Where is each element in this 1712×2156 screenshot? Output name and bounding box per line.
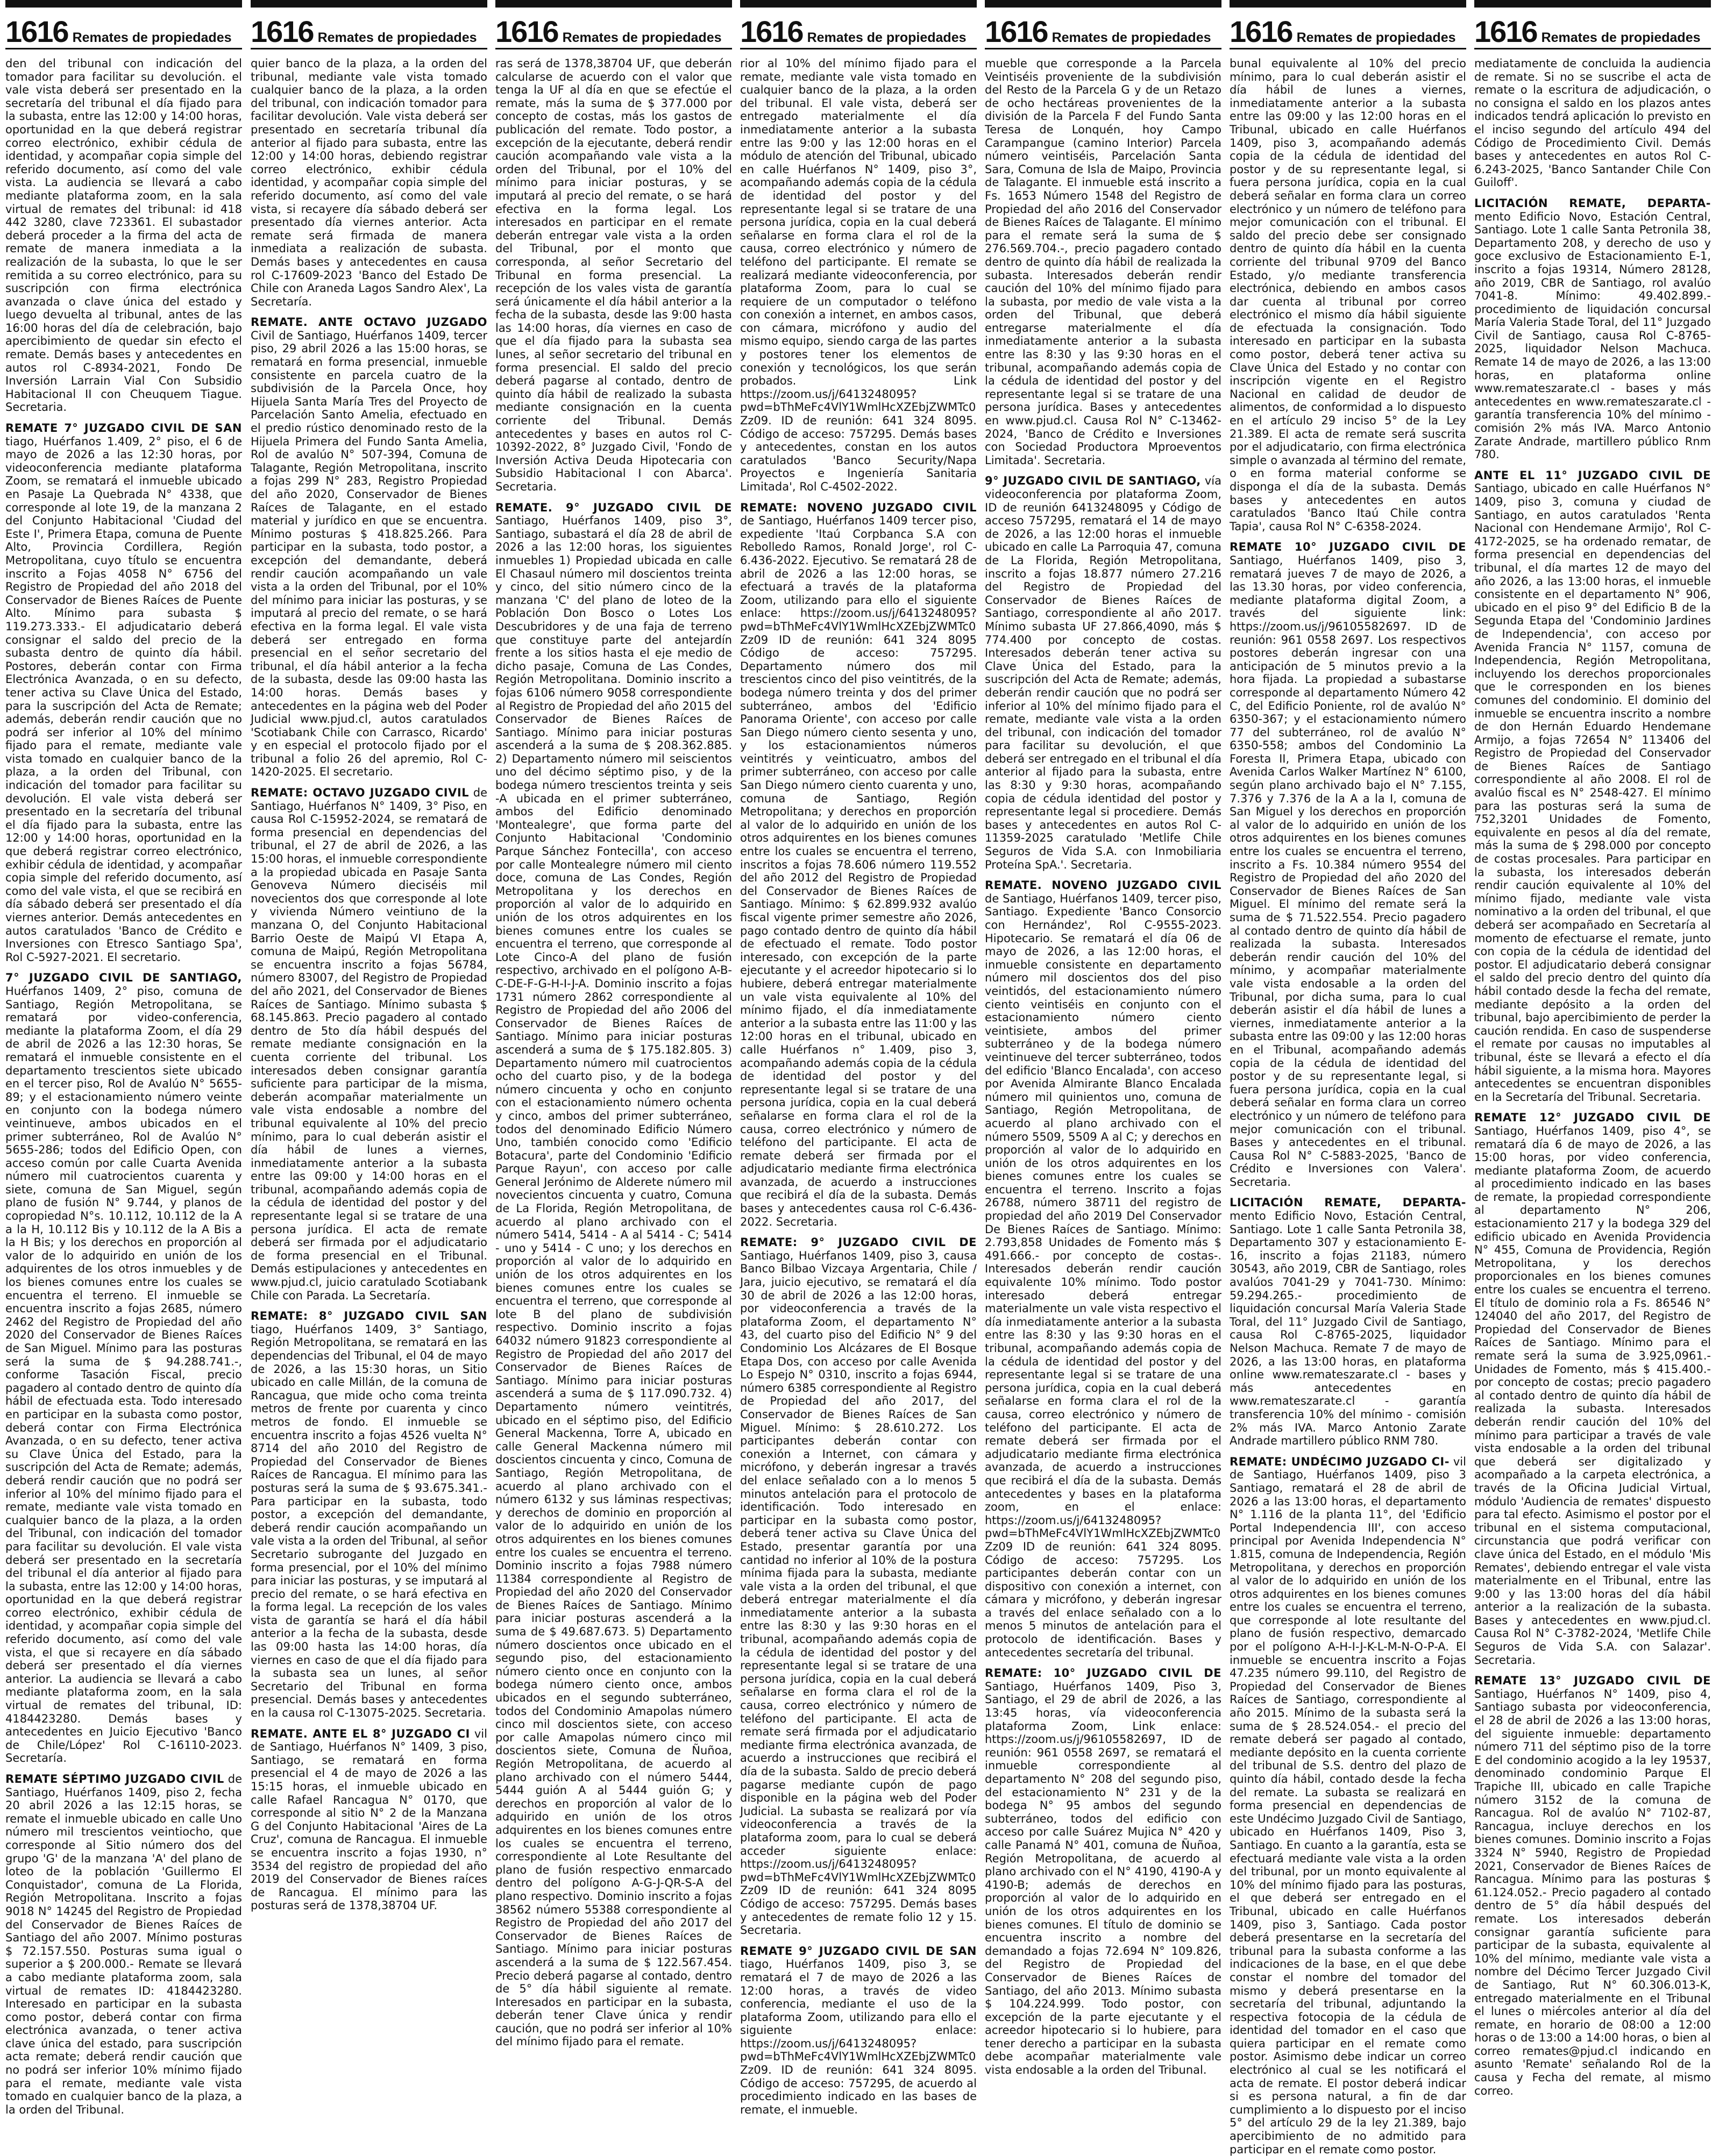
notice-body: de Santiago, Huérfanos 1409, tercer piso, Santiago. Expediente 'Banco Consorcio con Hernández', Rol C-9555-2023. Hipotecario. Se rematará el día 06 de mayo de 2026, a las 12:00 horas, el inmueble consistente en departamento número mil doscientos dos del piso veintidós, del estacionamiento número ciento veintiséis en conjunto con el estacionamiento número ciento veintisiete, ambos del primer subterráneo y de la bodega número veintinueve del tercer subterráneo, todos del edificio 'Blanco Encalada', con acceso por Avenida Almirante Blanco Encalada número mil quinientos uno, comuna de Santiago, Región Metropolitana, de acuerdo al plano archivado con el número 5509, 5509 A al C; y derechos en proporción al valor de lo adquirido en unión de los otros adquirentes en los bienes comunes entre los cuales se encuentra el terreno. Inscrito a fojas 26788, número 38711 del registro de propiedad del año 2019 Del Conservador De Bienes Raíces de Santiago. Mínimo: 2.793,858 Unidades de Fomento más $ 491.666.- por concepto de costas-. Interesados deberán rendir caución equivalente 10% mínimo. Todo postor interesado deberá entregar materialmente un vale vista respectivo el día inmediatamente anterior a la subasta entre las 8:30 y las 9:30 horas en el tribunal, acompañando además copia de la cédula de identidad del postor y del representante legal si se tratare de una persona jurídica, copia en la cual deberá señalarse en forma clara el rol de la causa, correo electrónico y número de teléfono del participante. El acta de remate deberá ser firmada por el adjudicatario mediante firma electrónica avanzada, de acuerdo a instrucciones que recibirá el día de la subasta. Demás antecedentes y bases en la plataforma zoom, en el enlace: https://zoom.us/j/6413248095?pwd=bThMeFc4VlY1WmlHcXZEbjZWMTc0Zz09 ID de reunión: 641 324 8095. Código de acceso: 757295. Los participantes deberán contar con un dispositivo con conexión a internet, con cámara y micrófono, y deberán ingresar a través del enlace señalado con a lo menos 5 minutos de antelación para el protocolo de identificación. Bases y antecedentes secretaría del tribunal. [985, 892, 1221, 1659]
notice-body: Civil de Santiago, Huérfanos 1409, tercer piso, 29 abril 2026 a las 15:00 horas, se rematará en forma presencial, inmueble consistente en parcela cuatro de la subdivisión de la Parcela Once, hoy Hijuela Santa María Tres del Proyecto de Parcelación Santo Amelia, efectuado en el predio rústico denominado resto de la Hijuela Primera del Fundo Santa Amelia, Rol de avalúo N° 507-394, Comuna de Talagante, Región Metropolitana, inscrito a fojas 299 N° 283, Registro Propiedad del año 2020, Conservador de Bienes Raíces de Talagante, en el estado material y jurídico en que se encuentra. Mínimo posturas $ 418.825.266. Para participar en la subasta, todo postor, a excepción del demandante, deberá rendir caución acompañando un vale vista a la orden del Tribunal, por el 10% del mínimo para iniciar las posturas, y se imputará al precio del remate, o se hará efectiva en la forma legal. El vale vista deberá ser entregado en forma presencial en el señor secretario del tribunal, el día hábil anterior a la fecha de la subasta, desde las 09:00 hasta las 14:00 horas. Demás bases y antecedentes en la página web del Poder Judicial www.pjud.cl, autos caratulados 'Scotiabank Chile con Carrasco, Ricardo' y en especial el protocolo fijado por el tribunal a folio 26 del apremio, Rol C-1420-2025. El secretario. [251, 329, 487, 779]
notice-body: rior al 10% del mínimo fijado para el remate, mediante vale vista tomado en cualquier banco de la plaza, a la orden del tribunal. El vale vista, deberá ser entregado materialmente el día inmediatamente anterior a la subasta entre las 9:00 y las 12:00 horas en el módulo de atención del Tribunal, ubicado en calle Huérfanos N° 1409, piso 3°, acompañando además copia de la cédula de identidad del postor y del representante legal si se tratare de una persona jurídica, copia en la cual deberá señalarse en forma clara el rol de la causa, correo electrónico y número de teléfono del participante. El remate se realizará mediante videoconferencia, por plataforma Zoom, para lo cual se requiere de un computador o teléfono con conexión a internet, en ambos casos, con cámara, micrófono y audio del mismo equipo, siendo carga de las partes y postores tener los elementos de conexión y tecnológicos, los que serán probados. Link https://zoom.us/j/6413248095?pwd=bThMeFc4VlY1WmlHcXZEbjZWMTc0Zz09. ID de reunión: 641 324 8095. Código de acceso: 757295. Demás bases y antecedentes, constan en los autos caratulados 'Banco Security/Napa Proyectos e Ingeniería Sanitaria Limitada', Rol C-4502-2022. [740, 57, 977, 493]
notice-body: Santiago, Huérfanos 1409, piso 4°, se rematará día 6 de mayo de 2026, a las 15:00 horas, por video conferencia, mediante plataforma Zoom, de acuerdo al procedimiento indicado en las bases de remate, la propiedad correspondiente al departamento N° 206, estacionamiento 217 y la bodega 329 del edificio ubicado en Avenida Providencia N° 455, Comuna de Providencia, Región Metropolitana, y los derechos proporcionales en los bienes comunes entre los cuales se encuentra el terreno. El título de dominio rola a Fs. 86546 N° 124040 del año 2017, del Registro de Propiedad del Conservador de Bienes Raíces de Santiago. Mínimo para el remate será la suma de 3.925,0961.- Unidades de Fomento, más $ 415.400.- por concepto de costas; precio pagadero al contado dentro de quinto día hábil de realizada la subasta. Interesados deberán rendir caución del 10% del mínimo para participar a través de vale vista endosable a la orden del tribunal que deberá ser digitalizado y acompañado a la carpeta electrónica, a través de la Oficina Judicial Virtual, módulo 'Audiencia de remates' dispuesto para tal efecto. Asimismo el postor por el tribunal en el sistema computacional, circunstancia que podrá verificar con clave única del Estado, en el módulo 'Mis Remates', debiendo entregar el vale vista materialmente en el Tribunal, entre las 9:00 y las 13:00 horas del día hábil anterior a la realización de la subasta. Bases y antecedentes en www.pjud.cl. Causa Rol N° C-3782-2024, 'Metlife Chile Seguros de Vida S.A. con Salazar'. Secretaria. [1474, 1124, 1711, 1667]
section-number: 1616 [740, 15, 803, 48]
section-header [740, 0, 977, 49]
notice-body: ras será de 1378,38704 UF, que deberán calcularse de acuerdo con el valor que tenga la UF al día en que se efectúe el remate, más la suma de $ 377.000 por concepto de costas, más los gastos de publicación del remate. Todo postor, a excepción de la ejecutante, deberá rendir caución acompañando vale vista a la orden del Tribunal, por el 10% del mínimo para iniciar posturas, y se imputará al precio del remate, o se hará efectiva en la forma legal. Los interesados en participar en el remate deberán entregar vale vista a la orden del Tribunal, por el monto que corresponda, al señor Secretario del Tribunal en forma presencial. La recepción de los vales vista de garantía será únicamente el día hábil anterior a la fecha de la subasta, desde las 9:00 hasta las 14:00 horas, día viernes en caso de que el día fijado para la subasta sea lunes, al señor secretario del tribunal en forma presencial. El saldo del precio deberá pagarse al contado, dentro de quinto día hábil de realizado la subasta mediante consignación en la cuenta corriente del Tribunal. Demás antecedentes y bases en autos rol C-10392-2022, 8° Juzgado Civil, 'Fondo de Inversión Activa Deuda Hipotecaria con Subsidio Habitacional I con Abarca'. Secretaria. [495, 57, 732, 493]
notice-paragraph [5, 422, 242, 964]
notice-paragraph [985, 57, 1221, 467]
notice-paragraph [740, 1945, 977, 2117]
auction-notice [5, 422, 242, 964]
notice-body: Santiago, ubicado en calle Huérfanos N° 1409, piso 3, comuna y ciudad de Santiago, en autos caratulados 'Renta Nacional con Hendemane Armijo', Rol C-4172-2025, se ha ordenado rematar, de forma presencial en dependencias del tribunal, el día martes 12 de mayo del año 2026, a las 13:00 horas, el inmueble consistente en el departamento N° 906, ubicado en el piso 9° del Edificio B de la Segunda Etapa del 'Condominio Jardines de Independencia', con acceso por Avenida Francia N° 1157, comuna de Independencia, Región Metropolitana, incluyendo los derechos proporcionales que le corresponden en los bienes comunes del condominio. El dominio del inmueble se encuentra inscrito a nombre de don Hernán Eduardo Hendemane Armijo, a fojas 72654 N° 113406 del Registro de Propiedad del Conservador de Bienes Raíces de Santiago correspondiente al año 2008. El rol de avalúo fiscal es N° 2548-427. El mínimo para las posturas será la suma de 752,3201 Unidades de Fomento, equivalente en pesos al día del remate, más la suma de $ 298.000 por concepto de costas procesales. Para participar en la subasta, los interesados deberán rendir caución equivalente al 10% del mínimo fijado, mediante vale vista nominativo a la orden del tribunal, el que deberá ser acompañado en Secretaría al momento de efectuarse el remate, junto con copia de la cédula de identidad del postor. El adjudicatario deberá consignar el saldo del precio dentro del quinto día hábil contado desde la fecha del remate, mediante depósito a la orden del tribunal, bajo apercibimiento de perder la caución rendida. En caso de suspenderse el remate por causas no imputables al tribunal, éste se llevará a efecto el día hábil siguiente, a la misma hora. Mayores antecedentes se encuentran disponibles en la Secretaría del Tribunal. Secretaria. [1474, 482, 1711, 1104]
auction-notice [251, 316, 487, 779]
notice-paragraph [985, 1667, 1221, 2076]
notice-lead: REMATE: UNDÉCIMO JUZGADO CI- [1230, 1455, 1450, 1468]
auction-notice [1474, 1111, 1711, 1667]
notice-paragraph [1474, 57, 1711, 189]
auction-notice [495, 501, 732, 2048]
auction-notice [740, 501, 977, 1229]
section-header [251, 0, 487, 49]
column-body [740, 49, 977, 2116]
notice-paragraph [1474, 1111, 1711, 1667]
section-header [1230, 0, 1466, 49]
auction-notice [740, 1945, 977, 2117]
notice-body: de Santiago, Huérfanos 1409, piso 2, fecha 20 abril 2026 a las 12:15 horas, se remate el inmueble ubicado en calle Uno número mil trescientos veintiocho, que corresponde al Sitio número dos del grupo 'G' de la manzana 'A' del plano de loteo de la población 'Guillermo El Conquistador', comuna de La Florida, Región Metropolitana. Inscrito a fojas 9018 N° 14245 del Registro de Propiedad del Conservador de Bienes Raíces de Santiago del año 2007. Mínimo posturas $ 72.157.550. Posturas suma igual o superior a $ 200.000.- Remate se llevará a cabo mediante plataforma zoom, sala virtual de remates ID: 4184423280. Interesado en participar en la subasta como postor, deberá contar con firma electrónica avanzada, o tener activa clave única del estado, para suscripción acta remate; deberá rendir caución que no podrá ser inferior 10% mínimo fijado para el remate, mediante vale vista tomado en cualquier banco de la plaza, a la orden del Tribunal. [5, 1773, 242, 2116]
notice-lead: REMATE 12° JUZGADO CIVIL DE [1474, 1111, 1711, 1125]
notice-body: Santiago, Huérfanos 1409, piso 3, causa Banco Bilbao Vizcaya Argentaria, Chile / Jara, juicio ejecutivo, se rematará el día 30 de abril de 2026 a las 12:00 horas, por videoconferencia a través de la plataforma Zoom, el departamento N° 43, del cuarto piso del Edificio N° 9 del Condominio Los Alcázares de El Bosque Etapa Dos, con acceso por calle Avenida Lo Espejo N° 0310, inscrito a fojas 6944, número 6385 correspondiente al Registro de Propiedad del año 2017, del Conservador de Bienes Raíces de San Miguel. Mínimo: $ 28.610.272. Los participantes deberán contar con conexión a Internet, con cámara y micrófono, y deberán ingresar a través del enlace señalado con a lo menos 5 minutos antelación para el protocolo de identificación. Todo interesado en participar en la subasta como postor, deberá tener activa su Clave Única del Estado, presentar garantía por una cantidad no inferior al 10% de la postura mínima fijada para la subasta, mediante vale vista a la orden del tribunal, el que deberá entregar materialmente el día inmediatamente anterior a la subasta entre las 8:30 y las 9:30 horas en el tribunal, acompañando además copia de la cédula de identidad del postor y del representante legal si se tratare de una persona jurídica, copia en la cual deberá señalarse en forma clara el rol de la causa, correo electrónico y número de teléfono del participante. El acta de remate será firmada por el adjudicatario mediante firma electrónica avanzada, de acuerdo a instrucciones que recibirá el día de la subasta. Saldo de precio deberá pagarse mediante cupón de pago disponible en la página web del Poder Judicial. La subasta se realizará por vía videoconferencia a través de la plataforma zoom, para lo cual se deberá acceder siguiente enlace: https://zoom.us/j/6413248095?pwd=bThMeFc4VlY1WmlHcXZEbjZWMTc0Zz09 ID de reunión: 641 324 8095 Código de acceso: 757295. Demás bases y antecedentes de remate folio 12 y 15. Secretaria. [740, 1249, 977, 1937]
notice-lead: REMATE 13° JUZGADO CIVIL DE [1474, 1674, 1711, 1688]
auction-notice [1474, 197, 1711, 461]
auction-notice [1474, 469, 1711, 1104]
column-body [1230, 49, 1466, 2156]
notice-paragraph [1230, 1196, 1466, 1447]
section-title: Remates de propiedades [1052, 30, 1211, 45]
notice-paragraph [740, 57, 977, 494]
section-title: Remates de propiedades [1541, 30, 1701, 45]
notice-lead: REMATE: 9° JUZGADO CIVIL DE [740, 1236, 977, 1249]
notice-paragraph [251, 1727, 487, 1912]
column-body [1474, 49, 1711, 2097]
notice-paragraph [985, 879, 1221, 1659]
notice-lead: ANTE EL 11° JUZGADO CIVIL DE [1474, 468, 1711, 482]
notice-lead: REMATE: OCTAVO JUZGADO CIVIL [251, 786, 470, 800]
notice-body: de Santiago, Huérfanos 1409 tercer piso, expediente 'Itaú Corpbanca S.A con Rebolledo Ramos, Ronald Jorge', rol C-6.436-2022. Ejecutivo. Se rematará 28 de abril de 2026 a las 12:00 horas, se efectuará a través de la plataforma Zoom, utilizando para ello el siguiente enlace: https://zoom.us/j/6413248095?pwd=bThMeFc4VlY1WmlHcXZEbjZWMTc0Zz09 ID de reunión: 641 324 8095 Código de acceso: 757295. Departamento número dos mil trescientos cinco del piso veintitrés, de la bodega número treinta y dos del primer subterráneo, ambos del 'Edificio Panorama Oriente', con acceso por calle San Diego número ciento sesenta y uno, y los estacionamientos números veintitrés y veinticuatro, ambos del primer subterráneo, con acceso por calle San Diego número ciento cuarenta y uno, comuna de Santiago, Región Metropolitana; y derechos en proporción al valor de lo adquirido en unión de los otros adquirentes en los bienes comunes entre los cuales se encuentra el terreno, inscritos a fojas 78.606 número 119.552 del año 2012 del Registro de Propiedad del Conservador de Bienes Raíces de Santiago. Mínimo: $ 62.899.932 avalúo fiscal vigente primer semestre año 2026, pago contado dentro de quinto día hábil de efectuado el remate. Todo postor interesado, con excepción de la parte ejecutante y el acreedor hipotecario si lo hubiere, deberá entregar materialmente un vale vista equivalente al 10% del mínimo fijado, el día inmediatamente anterior a la subasta entre las 11:00 y las 12:00 horas en el tribunal, ubicado en calle Huérfanos n° 1.409, piso 3, acompañando además copia de la cédula de identidad del postor y del representante legal si se tratare de una persona jurídica, copia en la cual deberá señalarse en forma clara el rol de la causa, correo electrónico y número de teléfono del participante. El acta de remate deberá ser firmada por el adjudicatario mediante firma electrónica avanzada, de acuerdo a instrucciones que recibirá el día de la subasta. Demás bases y antecedentes causa rol C-6.436-2022. Secretaria. [740, 514, 977, 1228]
notice-body: vil de Santiago, Huérfanos N° 1409, 3 piso, Santiago, se rematará en forma presencial el 4 de mayo de 2026 a las 15:15 horas, el inmueble ubicado en calle Rafael Rancagua N° 0170, que corresponde al sitio N° 2 de la Manzana G del Conjunto Habitacional 'Aires de La Cruz', comuna de Rancagua. El inmueble se encuentra inscrito a fojas 1930, n° 3534 del registro de propiedad del año 2019 del Conservador de Bienes raíces de Rancagua. El mínimo para las posturas será de 1378,38704 UF. [251, 1727, 487, 1912]
auction-notice [1230, 1455, 1466, 2156]
notice-paragraph [740, 501, 977, 1229]
notice-body: bunal equivalente al 10% del precio mínimo, para lo cual deberán asistir el día hábil de lunes a viernes, inmediatamente anterior a la subasta entre las 09:00 y las 12:00 horas en el Tribunal, ubicado en calle Huérfanos 1409, piso 3, acompañando además copia de la cédula de identidad del postor y de su representante legal, si fuera persona jurídica, copia en la cual deberá señalar en forma clara un correo electrónico y un número de teléfono para mejor comunicación con el tribunal. El saldo del precio debe ser consignado dentro de quinto día hábil en la cuenta corriente del tribunal 9709 del Banco Estado, y/o mediante transferencia electrónica, debiendo en ambos casos dar cuenta al tribunal por correo electrónico el mismo día hábil siguiente de efectuada la consignación. Todo interesado en participar en la subasta como postor, deberá tener activa su Clave Única del Estado y no contar con inscripción vigente en el Registro Nacional en calidad de deudor de alimentos, de conformidad a lo dispuesto en el artículo 29 inciso 5° de la Ley 21.389. El acta de remate será suscrita por el adjudicatario, con firma electrónica simple o avanzada al término del remate, o en forma material conforme se disponga el día de la subasta. Demás bases y antecedentes en autos caratulados 'Banco Itaú Chile contra Tapia', causa Rol N° C-6358-2024. [1230, 57, 1466, 533]
notice-paragraph [495, 57, 732, 494]
notice-body: mediatamente de concluida la audiencia de remate. Si no se suscribe el acta de remate o la escritura de adjudicación, o no consigna el saldo en los plazos antes indicados tendrá aplicación lo previsto en el inciso segundo del artículo 494 del Código de Procedimiento Civil. Demás bases y antecedentes en autos Rol C-6.243-2025, 'Banco Santander Chile Con Guiloff'. [1474, 57, 1711, 189]
section-header [1474, 0, 1711, 49]
notice-paragraph [495, 501, 732, 2048]
auction-notice [985, 879, 1221, 1659]
auction-notice [1474, 57, 1711, 189]
column-body [5, 49, 242, 2116]
column-2 [251, 0, 487, 1912]
column-1 [5, 0, 242, 2116]
notice-lead: REMATE: 10° JUZGADO CIVIL DE [985, 1667, 1221, 1680]
section-number: 1616 [495, 15, 558, 48]
section-number: 1616 [1474, 15, 1537, 48]
notice-body: Santiago, Huérfanos 1409, piso 3°, Santiago, subastará el día 28 de abril de 2026 a las 12:00 horas, los siguientes inmuebles 1) Propiedad ubicada en calle El Chasaul número mil doscientos treinta y cinco, del sitio número cinco de la manzana 'C' del plano de loteo de la Población Don Bosco o Lotes Los Descubridores y de una faja de terreno que constituye parte del antejardín frente a los sitios hasta el eje medio de dicho pasaje, Comuna de Las Condes, Región Metropolitana. Dominio inscrito a fojas 6106 número 9058 correspondiente al Registro de Propiedad del año 2015 del Conservador de Bienes Raíces de Santiago. Mínimo para iniciar posturas ascenderá a la suma de $ 208.362.885. 2) Departamento número mil seiscientos uno del décimo séptimo piso, y de la bodega número trescientos treinta y seis -A ubicada en el primer subterráneo, ambos del Edificio denominado 'Montealegre', que forma parte del Conjunto Habitacional 'Condominio Parque Sánchez Fontecilla', con acceso por calle Montealegre número mil ciento doce, comuna de Las Condes, Región Metropolitana y los derechos en proporción al valor de lo adquirido en unión de los otros adquirentes en los bienes comunes entre los cuales se encuentra el terreno, que corresponde al Lote Cinco-A del plano de fusión respectivo, archivado en el polígono A-B-C-DE-F-G-H-I-J-A. Dominio inscrito a fojas 1731 número 2862 correspondiente al Registro de Propiedad del año 2006 del Conservador de Bienes Raíces de Santiago. Mínimo para iniciar posturas ascenderá a suma de $ 175.182.805. 3) Departamento número mil cuatrocientos ocho del cuarto piso, y de la bodega número cincuenta y ocho en conjunto con el estacionamiento número ochenta y cinco, ambos del primer subterráneo, todos del denominado Edificio Número Uno, también conocido como 'Edificio Botacura', parte del Condominio 'Edificio Parque Rayun', con acceso por calle General Jerónimo de Alderete número mil novecientos cincuenta y cuatro, Comuna de La Florida, Región Metropolitana, de acuerdo al plano archivado con el número 5414, 5414 - A al 5414 - C; 5414 - uno y 5414 - C uno; y los derechos en proporción al valor de lo adquirido en unión de los otros adquirentes en los bienes comunes entre los cuales se encuentra el terreno, que corresponde al lote B del plano de subdivisión respectivo. Dominio inscrito a fojas 64032 número 91823 correspondiente al Registro de Propiedad del año 2017 del Conservador de Bienes Raíces de Santiago. Mínimo para iniciar posturas ascenderá a suma de $ 117.090.732. 4) Departamento número veintitrés, ubicado en el séptimo piso, del Edificio General Mackenna, Torre A, ubicado en calle General Mackenna número mil doscientos cincuenta y cinco, Comuna de Santiago, Región Metropolitana, de acuerdo al plano archivado con el número 6132 y sus láminas respectivas; y derechos de dominio en proporción al valor de lo adquirido en unión de los otros adquirentes en los bienes comunes entre los cuales se encuentra el terreno. Dominio inscrito a fojas 7988 número 11384 correspondiente al Registro de Propiedad del año 2020 del Conservador de Bienes Raíces de Santiago. Mínimo para iniciar posturas ascenderá a la suma de $ 49.687.673. 5) Departamento número doscientos once ubicado en el segundo piso, del estacionamiento número ciento once en conjunto con la bodega número ciento once, ambos ubicados en el segundo subterráneo, todos del Condominio Amapolas número cinco mil doscientos siete, con acceso por calle Amapolas número cinco mil doscientos siete, Comuna de Ñuñoa, Región Metropolitana, de acuerdo al plano archivado con el número 5444, 5444 guión A al 5444 guión G; y derechos en proporción al valor de lo adquirido en unión de los otros adquirentes en los bienes comunes entre los cuales se encuentra el terreno, correspondiente al Lote Resultante del plano de fusión respectivo enmarcado dentro del polígono A-G-J-QR-S-A del plano respectivo. Dominio inscrito a fojas 38562 número 55388 correspondiente al Registro de Propiedad del año 2017 del Conservador de Bienes Raíces de Santiago. Mínimo para iniciar posturas ascenderá a la suma de $ 122.567.454. Precio deberá pagarse al contado, dentro de 5° día hábil siguiente al remate. Interesados en participar en la subasta, deberán tener Clave única y rendir caución, que no podrá ser inferior al 10% del mínimo fijado para el remate. [495, 514, 732, 2048]
notice-lead: LICITACIÓN REMATE, DEPARTA- [1474, 196, 1711, 210]
auction-notice [740, 1236, 977, 1937]
notice-paragraph [5, 1773, 242, 2116]
section-number: 1616 [1230, 15, 1292, 48]
notice-lead: REMATE: NOVENO JUZGADO CIVIL [740, 501, 977, 514]
section-header [495, 0, 732, 49]
notice-body: Huérfanos 1409, 2° piso, comuna de Santiago, Región Metropolitana, se rematará por video-conferencia, mediante la plataforma Zoom, el día 29 de abril de 2026 a las 12:30 horas, Se rematará el inmueble consistente en el departamento trescientos siete ubicado en el tercer piso, Rol de Avalúo N° 5655-89; y el estacionamiento número veinte en conjunto con la bodega número veintinueve, ambos ubicados en el primer subterráneo, Rol de Avalúo N° 5655-286; todos del Edificio Open, con acceso común por calle Cuarta Avenida número mil cuatrocientos cuarenta y siete, comuna de San Miguel, según plano de fusión N° 9.744, y planos de copropiedad N°s. 10.112, 10.112 de la A a la H, 10.112 Bis y 10.112 de la A Bis a la H Bis; y los derechos en proporción al valor de lo adquirido en unión de los adquirentes de los otros inmuebles y de los bienes comunes entre los cuales se encuentra el terreno. El inmueble se encuentra inscrito a fojas 2685, número 2462 del Registro de Propiedad del año 2020 del Conservador de Bienes Raíces de San Miguel. Mínimo para las posturas será la suma de $ 94.288.741.-, conforme Tasación Fiscal, precio pagadero al contado dentro de quinto día hábil de efectuada esta. Todo interesado en participar en la subasta como postor, deberá contar con Firma Electrónica Avanzada, o en su defecto, tener activa su Clave Única del Estado, para la suscripción del Acta de Remate; además, deberá rendir caución que no podrá ser inferior al 10% del mínimo fijado para el remate, mediante vale vista tomado en cualquier banco de la plaza, a la orden del Tribunal, con indicación del tomador para facilitar su devolución. El vale vista deberá ser presentado en la secretaría del tribunal el día anterior al fijado para la subasta, entre las 12:00 y 14:00 horas, oportunidad en la que deberá registrar correo electrónico, exhibir cédula de identidad, y acompañar copia simple del referido documento, así como del vale vista, el que si recayere en día sábado deberá ser presentado el día viernes anterior. La audiencia se llevará a cabo mediante plataforma zoom, en la sala virtual de remates del tribunal, ID: 4184423280. Demás bases y antecedentes en Juicio Ejecutivo 'Banco de Chile/López' Rol C-16110-2023. Secretaría. [5, 984, 242, 1765]
notice-paragraph [1474, 469, 1711, 1104]
notice-lead: 9° JUZGADO CIVIL DE SANTIAGO, [985, 474, 1201, 488]
notice-body: tiago, Huérfanos 1409, piso 3, se rematará el 7 de mayo de 2026 a las 12:00 horas, a través de video conferencia, mediante el uso de la plataforma Zoom, utilizando para ello el siguiente enlace: https://zoom.us/j/6413248095?pwd=bThMeFc4VlY1WmlHcXZEbjZWMTc0Zz09. ID de reunión: 641 324 8095. Código de acceso: 757295, de acuerdo al procedimiento indicado en las bases de remate, el inmueble. [740, 1958, 977, 2116]
section-header [985, 0, 1221, 49]
notice-paragraph [1230, 1455, 1466, 2156]
notice-body: vía videoconferencia por plataforma Zoom, ID de reunión 6413248095 y Código de acceso 757295, rematará el 14 de mayo de 2026, a las 12:00 horas el inmueble ubicado en calle La Parroquia 47, comuna de La Florida, Región Metropolitana, inscrito a fojas 18.877 número 27.216 del Registro de Propiedad del Conservador de Bienes Raíces de Santiago, correspondiente al año 2017. Mínimo subasta UF 27.866,4090, más $ 774.400 por concepto de costas. Interesados deberán tener activa su Clave Única del Estado, para la suscripción del Acta de Remate; además, deberán rendir caución que no podrá ser inferior al 10% del mínimo fijado para el remate, mediante vale vista a la orden del tribunal, con indicación del tomador para facilitar su devolución, el que deberá ser entregado en el tribunal el día anterior al fijado para la subasta, entre las 8:30 y 9:30 horas, acompañando copia de cédula identidad del postor y representante legal si procediere. Demás bases y antecedentes en autos Rol C-11359-2025 caratulado 'Metlife Chile Seguros de Vida S.A. con Inmobiliaria Proteína SpA.'. Secretaria. [985, 474, 1221, 871]
section-title: Remates de propiedades [72, 30, 232, 45]
notice-paragraph [985, 474, 1221, 871]
notice-paragraph [5, 57, 242, 414]
column-7 [1474, 0, 1711, 2097]
notice-lead: REMATE. NOVENO JUZGADO CIVIL [985, 879, 1221, 892]
auction-notice [1230, 540, 1466, 1189]
column-body [985, 49, 1221, 2077]
notice-paragraph [5, 971, 242, 1765]
section-number: 1616 [5, 15, 68, 48]
notice-lead: REMATE SÉPTIMO JUZGADO CIVIL [5, 1773, 224, 1785]
notice-body: den del tribunal con indicación del tomador para facilitar su devolución. el vale vista deberá ser presentado en la secretaría del tribunal el día fijado para la subasta, entre las 12:00 y 14:00 horas, oportunidad en la que deberá registrar correo electrónico, exhibir cédula de identidad, y acompañar copia simple del referido documento, así como del vale vista. La audiencia se llevará a cabo mediante plataforma zoom, en la sala virtual de remates del tribunal: id 418 442 3280, clave 723361. El subastador deberá proceder a la firma del acta de remate de manera inmediata a la realización de la subasta, lo que le ser remitida a su correo electrónico, para su suscripción con firma electrónica avanzada o clave única del estado y luego devuelta al tribunal, antes de las 16:00 horas del día de celebración, bajo apercibimiento de quedar sin efecto el remate. Demás bases y antecedentes en autos rol C-8934-2021, Fondo De Inversión Larrain Vial Con Subsidio Habitacional II con Cheuquem Tiague. Secretaria. [5, 57, 242, 414]
notice-lead: REMATE. 9° JUZGADO CIVIL DE [495, 501, 732, 514]
auction-notice [251, 786, 487, 1302]
section-title: Remates de propiedades [1296, 30, 1456, 45]
notice-paragraph [251, 57, 487, 308]
notice-lead: REMATE. ANTE OCTAVO JUZGADO [251, 316, 487, 329]
notice-lead: REMATE 9° JUZGADO CIVIL DE SAN [740, 1944, 977, 1958]
notice-body: Santiago, Huérfanos 1409, piso 3, rematará jueves 7 de mayo de 2026, a las 13.30 horas, por video conferencia, mediante plataforma digital Zoom, a través del siguiente link: https://zoom.us/j/96105582697. ID de reunión: 961 0558 2697. Los respectivos postores deberán ingresar con una anticipación de 5 minutos previo a la hora fijada. La propiedad a subastarse corresponde al departamento Número 42 C, del Edificio Poniente, rol de avalúo N° 6350-367; y el estacionamiento número 77 del subterráneo, rol de avalúo N° 6350-558; ambos del Condominio La Foresta II, Primera Etapa, ubicado con Avenida Carlos Walker Martínez N° 6100, según plano archivado bajo el N° 7.155, 7.376 y 7.376 de la A a la I, comuna de San Miguel y los derechos en proporción al valor de lo adquirido en unión de los otros adquirentes en los bienes comunes entre los cuales se encuentra el terreno, inscrito a Fs. 10.384 número 9554 del Registro de Propiedad del año 2020 del Conservador de Bienes Raíces de San Miguel. El mínimo del remate será la suma de $ 71.522.554. Precio pagadero al contado dentro de quinto día hábil de realizada la subasta. Interesados deberán rendir caución del 10% del mínimo, y acompañar materialmente vale vista endosable a la orden del Tribunal, por dicha suma, para lo cual deberán asistir el día hábil de lunes a viernes, inmediatamente anterior a la subasta entre las 09:00 y las 12:00 horas en el Tribunal, acompañando además copia de la cédula de identidad del postor y de su representante legal, si fuera persona jurídica, copia en la cual deberá señalar en forma clara un correo electrónico y un número de teléfono para mejor comunicación con el tribunal. Bases y antecedentes en el tribunal. Causa Rol N° C-5883-2025, 'Banco de Crédito e Inversiones con Valera'. Secretaria. [1230, 553, 1466, 1189]
section-number: 1616 [251, 15, 314, 48]
notice-paragraph [1474, 197, 1711, 461]
notice-lead: REMATE 10° JUZGADO CIVIL DE [1230, 540, 1466, 554]
section-header [5, 0, 242, 49]
notice-paragraph [1230, 57, 1466, 533]
notice-lead: REMATE. ANTE EL 8° JUZGADO CI [251, 1727, 470, 1740]
auction-notice [5, 57, 242, 414]
auction-notice [251, 1310, 487, 1719]
notice-paragraph [251, 786, 487, 1302]
notice-body: quier banco de la plaza, a la orden del tribunal, mediante vale vista tomado cualquier banco de la plaza, a la orden del tribunal, con indicación tomador para facilitar devolución. Vale vista deberá ser presentado en secretaría tribunal día anterior al fijado para subasta, entre las 12:00 y 14:00 horas, debiendo registrar correo electrónico, exhibir cédula identidad, y acompañar copia simple del referido documento, así como del vale vista, si recayere día sábado deberá ser presentado día viernes anterior. Acta remate será firmada de manera inmediata a realización de subasta. Demás bases y antecedentes en causa rol C-17609-2023 'Banco del Estado De Chile con Araneda Lagos Sandro Alex', La Secretaría. [251, 57, 487, 308]
auction-notice [985, 57, 1221, 467]
section-title: Remates de propiedades [562, 30, 722, 45]
notice-body: tiago, Huérfanos 1409, 3° Santiago, Región Metropolitana, se rematará en las dependencias del Tribunal, el 04 de mayo de 2026, a las 15:30 horas, un Sitio ubicado en calle Millán, de la comuna de Rancagua, que mide ocho coma treinta metros de frente por cuarenta y cinco metros de fondo. El inmueble se encuentra inscrito a fojas 4526 vuelta N° 8714 del año 2010 del Registro de Propiedad del Conservador de Bienes Raíces de Rancagua. El mínimo para las posturas será la suma de $ 93.675.341.- Para participar en la subasta, todo postor, a excepción del demandante, deberá rendir caución acompañando un vale vista a la orden del Tribunal, al señor Secretario subrogante del Juzgado en forma presencial, por el 10% del mínimo para iniciar las posturas, y se imputará al precio del remate, o se hará efectiva en la forma legal. La recepción de los vales vista de garantía se hará el día hábil anterior a la fecha de la subasta, desde las 09:00 hasta las 14:00 horas, día viernes en caso de que el día fijado para la subasta sea un lunes, al señor Secretario del Tribunal en forma presencial. Demás bases y antecedentes en la causa rol C-13075-2025. Secretaria. [251, 1322, 487, 1720]
notice-body: Santiago, Huérfanos N° 1409, piso 4, Santiago subasta por videoconferencia, el 28 de abril de 2026 a las 13:00 horas, del siguiente inmueble: departamento número 711 del séptimo piso de la torre E del condominio acogido a la ley 19537, denominado condominio Parque El Trapiche III, ubicado en calle Trapiche número 3152 de la comuna de Rancagua. Rol de avalúo N° 7102-87, Rancagua, incluye derechos en los bienes comunes. Dominio inscrito a Fojas 3324 N° 5940, Registro de Propiedad 2021, Conservador de Bienes Raíces de Rancagua. Mínimo para las posturas $ 61.124.052.- Precio pagadero al contado dentro de 5° día hábil después del remate. Los interesados deberán consignar garantía suficiente para participar de la subasta, equivalente al 10% del mínimo, mediante vale vista a nombre del Décimo Tercer Juzgado Civil de Santiago, Rut N° 60.306.013-K, entregado materialmente en el Tribunal el lunes o miércoles anterior al día del remate, en horario de 08:00 a 12:00 horas o de 13:00 a 14:00 horas, o bien al correo remates@pjud.cl indicando en asunto 'Remate' señalando Rol de la causa y Fecha del remate, al mismo correo. [1474, 1687, 1711, 2097]
column-4 [740, 0, 977, 2116]
column-6 [1230, 0, 1466, 2156]
auction-notice [251, 1727, 487, 1912]
notice-lead: REMATE 7° JUZGADO CIVIL DE SAN [5, 422, 242, 435]
notice-body: Santiago, Huérfanos 1409, Piso 3, Santiago, el 29 de abril de 2026, a las 13:45 horas, vía videoconferencia plataforma Zoom, Link enlace: https://zoom.us/j/96105582697, ID de reunión: 961 0558 2697, se rematará el inmueble correspondiente al departamento N° 208 del segundo piso, del estacionamiento N° 231 y de la bodega N° 95 ambos del segundo subterráneo, todos del edificio con acceso por calle Suárez Mujica N° 420 y calle Panamá N° 401, comuna de Ñuñoa, Región Metropolitana, de acuerdo al plano archivado con el N° 4190, 4190-A y 4190-B; además de derechos en proporción al valor de lo adquirido en unión de los otros adquirentes en los bienes comunes. El título de dominio se encuentra inscrito a nombre del demandado a fojas 72.694 N° 109.826, del Registro de Propiedad del Conservador de Bienes Raíces de Santiago, del año 2013. Mínimo subasta $ 104.224.999. Todo postor, con excepción de la parte ejecutante y el acreedor hipotecario si lo hubiere, para tener derecho a participar en la subasta debe acompañar materialmente vale vista endosable a la orden del Tribunal. [985, 1680, 1221, 2077]
notice-paragraph [251, 1310, 487, 1719]
notice-body: tiago, Huérfanos 1.409, 2° piso, el 6 de mayo de 2026 a las 12:30 horas, por videoconferencia mediante plataforma Zoom, se rematará el inmueble ubicado en Pasaje La Quebrada N° 4338, que corresponde al lote 19, de la manzana 2 del Conjunto Habitacional 'Ciudad del Este I', Primera Etapa, comuna de Puente Alto, Provincia Cordillera, Región Metropolitana, cuyo título se encuentra inscrito a Fojas 4058 N° 6756 del Registro de Propiedad del año 2018 del Conservador de Bienes Raíces de Puente Alto. Mínimo para subasta $ 119.273.333.- El adjudicatario deberá consignar el saldo del precio de la subasta dentro de quinto día hábil. Postores, deberán contar con Firma Electrónica Avanzada, o en su defecto, tener activa su Clave Única del Estado, para la suscripción del Acta de Remate; además, deberán rendir caución que no podrá ser inferior al 10% del mínimo fijado para el remate, mediante vale vista tomado en cualquier banco de la plaza, a la orden del Tribunal, con indicación del tomador para facilitar su devolución. El vale vista deberá ser presentado en la secretaría del tribunal el día fijado para la subasta, entre las 12:00 y 14:00 horas, oportunidad en la que deberá registrar correo electrónico, exhibir cédula de identidad, y acompañar copia simple del referido documento, así como del vale vista, el que se recibirá en día sábado deberá ser presentado el día viernes anterior. Demás antecedentes en autos caratulados 'Banco de Crédito e Inversiones con Etresco Santiago Spa', Rol C-5927-2021. El secretario. [5, 435, 242, 964]
notice-paragraph [251, 316, 487, 779]
notice-lead: REMATE: 8° JUZGADO CIVIL SAN [251, 1310, 487, 1323]
notice-body: vil de Santiago, Huérfanos 1409, piso 3 Santiago, rematará el 28 de abril de 2026 a las 13:00 horas, el departamento N° 1.116 de la planta 11°, del 'Edificio Portal Independencia III', con acceso principal por Avenida Independencia N° 1.815, comuna de Independencia, Región Metropolitana, y derechos en proporción al valor de lo adquirido en unión de los otros adquirentes en los bienes comunes entre los cuales se encuentra el terreno, que corresponde al lote resultante del plano de fusión respectivo, demarcado por el polígono A-H-I-J-K-L-M-N-O-P-A. El inmueble se encuentra inscrito a Fojas 47.235 número 99.110, del Registro de Propiedad del Conservador de Bienes Raíces de Santiago, correspondiente al año 2015. Mínimo de la subasta será la suma de $ 28.524.054.- el precio del remate deberá ser pagado al contado, mediante depósito en la cuenta corriente del tribunal de S.S. dentro del plazo de quinto día hábil, contado desde la fecha del remate. La subasta se realizará en forma presencial en dependencias de este Undécimo Juzgado Civil de Santiago, ubicado en Huérfanos 1409, Piso 3, Santiago. En cuanto a la garantía, esta se efectuará mediante vale vista a la orden del tribunal, por un monto equivalente al 10% del mínimo fijado para las posturas, el que deberá ser entregado en el Tribunal, ubicado en calle Huérfanos 1409, piso 3, Santiago. Cada postor deberá presentarse en la secretaría del tribunal para la subasta conforme a las indicaciones de la base, en el que debe constar el nombre del tomador del mismo y deberá presentarse en la secretaría del tribunal, adjuntando la respectiva fotocopia de la cédula de identidad del tomador en el caso que quiera participar en el remate como postor. Asimismo debe indicar un correo electrónico al cual se les notificará el acta de remate. El postor deberá indicar si es persona natural, a fin de dar cumplimiento a lo dispuesto por el inciso 5° del artículo 29 de la ley 21.389, bajo apercibimiento de no admitido para participar en el remate como postor. [1230, 1455, 1466, 2156]
column-body [251, 49, 487, 1912]
auction-notice [1230, 57, 1466, 533]
notice-paragraph [1230, 540, 1466, 1189]
notice-paragraph [1474, 1674, 1711, 2097]
auction-notice [985, 1667, 1221, 2076]
auction-notice [495, 57, 732, 494]
notice-body: mueble que corresponde a la Parcela Veintiséis proveniente de la subdivisión del Resto de la Parcela G y de un Retazo de ocho hectáreas provenientes de la división de la Parcela F del Fundo Santa Teresa de Lonquén, hoy Campo Carampangue (camino Interior) Parcela número veintiséis, Parcelación Santa Sara, Comuna de Isla de Maipo, Provincia de Talagante. El inmueble está inscrito a Fs. 1653 Número 1548 del Registro de Propiedad del año 2016 del Conservador de Bienes Raíces de Talagante. El mínimo para el remate será la suma de $ 276.569.704.-, precio pagadero contado dentro de quinto día hábil de realizada la subasta. Interesados deberán rendir caución del 10% del mínimo fijado para la subasta, por medio de vale vista a la orden del Tribunal, que deberá entregarse materialmente el día inmediatamente anterior a la subasta entre las 8:30 y las 9:30 horas en el tribunal, acompañando además copia de la cédula de identidad del postor y del representante legal si se tratare de una persona jurídica. Bases y antecedentes en www.pjud.cl. Causa Rol N° C-13462-2024, 'Banco de Crédito e Inversiones con Sociedad Productora Mproeventos Limitada'. Secretaria. [985, 57, 1221, 467]
auction-notice [5, 971, 242, 1765]
notice-lead: LICITACIÓN REMATE, DEPARTA- [1230, 1196, 1466, 1209]
notice-paragraph [740, 1236, 977, 1937]
section-title: Remates de propiedades [317, 30, 477, 45]
column-body [495, 49, 732, 2048]
section-title: Remates de propiedades [807, 30, 967, 45]
auction-notice [1474, 1674, 1711, 2097]
auction-notice [251, 57, 487, 308]
auction-notice [5, 1773, 242, 2116]
notice-body: de Santiago, Huérfanos N° 1409, 3° Piso, en causa Rol C-15952-2024, se rematará de forma presencial en dependencias del tribunal, el 27 de abril de 2026, a las 15:00 horas, el inmueble correspondiente a la propiedad ubicada en Pasaje Santa Genoveva Número dieciséis mil novecientos dos que corresponde al lote y vivienda Número veintiuno de la manzana O, del Conjunto Habitacional Barrio Oeste de Maipú VI Etapa A, comuna de Maipú, Región Metropolitana se encuentra inscrito a fojas 56784, número 83007, del Registro de Propiedad del año 2021, del Conservador de Bienes Raíces de Santiago. Mínimo subasta $ 68.145.863. Precio pagadero al contado dentro de 5to día hábil después del remate mediante consignación en la cuenta corriente del tribunal. Los interesados deben consignar garantía suficiente para participar de la misma, deberán acompañar materialmente un vale vista endosable a nombre del tribunal equivalente al 10% del precio mínimo, para lo cual deberán asistir el día hábil de lunes a viernes, inmediatamente anterior a la subasta entre las 09:00 y 14:00 horas en el tribunal, acompañando además copia de la cédula de identidad del postor y del representante legal si se tratare de una persona jurídica. El acta de remate deberá ser firmada por el adjudicatario de forma presencial en el Tribunal. Demás estipulaciones y antecedentes en www.pjud.cl, juicio caratulado Scotiabank Chile con Parada. La Secretaría. [251, 786, 487, 1302]
notice-lead: 7° JUZGADO CIVIL DE SANTIAGO, [5, 971, 242, 985]
section-number: 1616 [985, 15, 1048, 48]
notice-body: mento Edificio Novo, Estación Central, Santiago. Lote 1 calle Santa Petronila 38, Departamento 208, y derecho de uso y goce exclusivo de Estacionamiento E-1, inscrito a fojas 19314, Número 28128, año 2019, CBR de Santiago, rol avalúo 7041-8. Mínimo: 49.402.899.- procedimiento de liquidación concursal María Valeria Stade Toral, del 11° Juzgado Civil de Santiago, causa Rol C-8765-2025, liquidador Nelson Machuca. Remate 14 de mayo de 2026, a las 13:00 horas, en plataforma online www.remateszarate.cl - bases y más antecedentes en www.remateszarate.cl - garantía transferencia 10% del mínimo - comisión 2% más IVA. Marco Antonio Zarate Andrade, martillero público Rnm 780. [1474, 210, 1711, 461]
auction-notice [1230, 1196, 1466, 1447]
column-3 [495, 0, 732, 2048]
column-5 [985, 0, 1221, 2077]
notice-body: mento Edificio Novo, Estación Central, Santiago. Lote 1 calle Santa Petronila 38, Departamento 307 y estacionamiento E-16, inscrito a fojas 21183, número 30543, año 2019, CBR de Santiago, roles avalúos 7041-29 y 7041-730. Mínimo: 59.294.265.- procedimiento de liquidación concursal María Valeria Stade Toral, del 11° Juzgado Civil de Santiago, causa Rol C-8765-2025, liquidador Nelson Machuca. Remate 7 de mayo de 2026, a las 13:00 horas, en plataforma online www.remateszarate.cl - bases y más antecedentes en www.remateszarate.cl - garantía transferencia 10% del mínimo - comisión 2% más IVA. Marco Antonio Zarate Andrade martillero público RNM 780. [1230, 1209, 1466, 1448]
auction-notice [740, 57, 977, 494]
auction-notice [985, 474, 1221, 871]
